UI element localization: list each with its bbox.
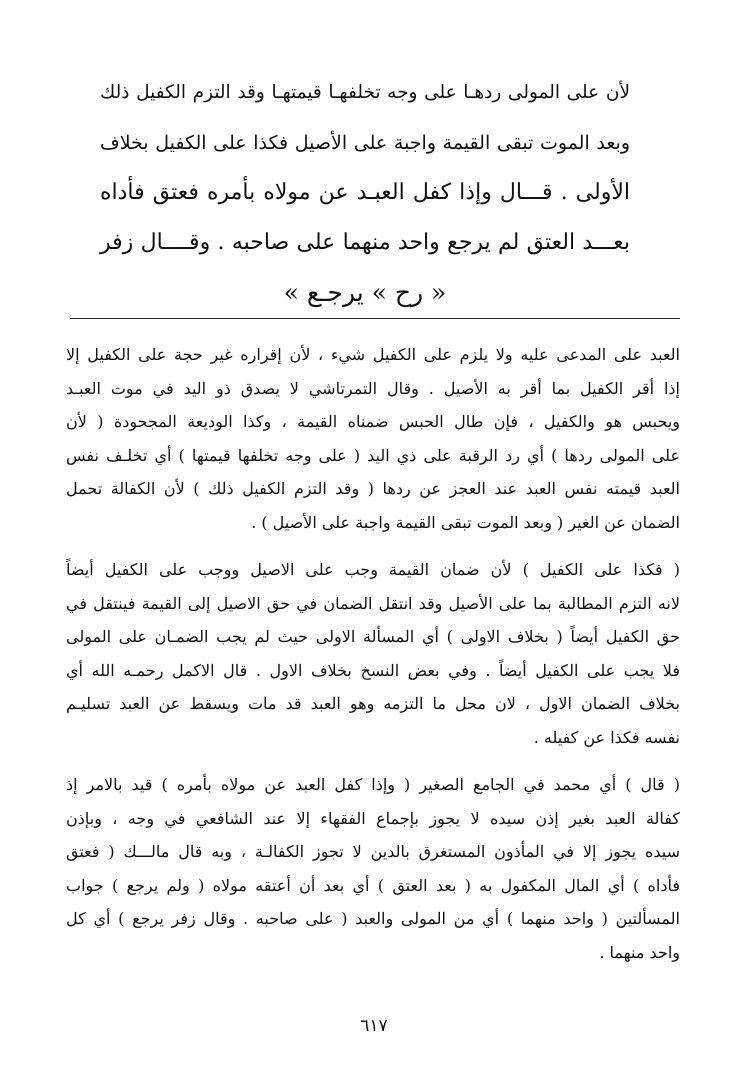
commentary-line: نفسه فكذا عن كفيله .	[533, 727, 680, 747]
commentary-line: ( قال ) أي محمد في الجامع الصغير ( وإذا كفل العبد عن مولاه بأمره ) قيد بالامر إذ	[66, 775, 680, 794]
commentary-paragraph	[66, 338, 680, 539]
commentary-line: واحد منهما .	[599, 942, 680, 962]
page-number: ٦١٧	[360, 1016, 388, 1036]
commentary-line: لانه التزم المطالبة بما على الأصيل وقد انتقل الضمان في حق الاصيل إلى القيمة فينتقل في	[66, 593, 680, 613]
commentary-line: سيده يجوز إلا في المأذون المستغرق بالدين لا تجوز الكفالـة ، وبه قال مالـــك ( فعتق	[66, 842, 680, 861]
main-text-line: « رح » يرجـع »	[283, 278, 447, 307]
commentary-line: المسألتين ( واحد منهما ) أي من المولى والعبد ( على صاحبه . وقال زفر يرجع ) أي كل	[66, 909, 680, 928]
main-text-block	[100, 68, 630, 318]
main-text-line: وبعد الموت تبقى القيمة واجبة على الأصيل فكذا على الكفيل بخلاف	[100, 132, 630, 154]
commentary-line: ( فكذا على الكفيل ) لأن ضمان القيمة وجب على الاصيل ووجب على الكفيل أيضاً	[66, 560, 680, 579]
main-text-line: بعـــد العتق لم يرجع واحد منهما على صاحبه . وقــــال زفر	[100, 230, 630, 255]
commentary-line: ويحبس هو والكفيل ، فإن طال الحبس ضمناه القيمة ، وكذا الوديعة المجحودة ( لأن	[66, 412, 680, 431]
commentary-paragraph	[66, 768, 680, 969]
commentary-line: العبد على المدعى عليه ولا يلزم على الكفيل شيء ، لأن إقراره غير حجة على الكفيل إلا	[66, 345, 680, 364]
main-text-line: لأن على المولى ردهـا على وجه تخلفهـا قيمتهـا وقد التزم الكفيل ذلك	[100, 82, 630, 103]
commentary-line: بخلاف الضمان الاول ، لان محل ما التزمه وهو العبد قد مات ويسقط عن العبد تسليـم	[66, 694, 681, 713]
commentary-line: فأداه ) أي المال المكفول به ( بعد العتق ) أي بعد أن أعتقه مولاه ( ولم يرجع ) جواب	[66, 875, 680, 895]
commentary-line: الضمان عن الغير ( وبعد الموت تبقى القيمة واجبة على الأصيل ) .	[251, 512, 680, 532]
commentary-line: فلا يجب على الكفيل أيضاً . وفي بعض النسخ بخلاف الاول . قال الاكمل رحمـه الله أي	[66, 660, 680, 680]
commentary-line: حق الكفيل أيضاً ( بخلاف الاولى ) أي المسألة الاولى حيث لم يجب الضمـان على المولى	[66, 627, 680, 646]
main-text-line: الأولى . قـــال وإذا كفل العبـد عن مولاه بأمره فعتق فأداه	[100, 180, 630, 205]
commentary-line: إذا أقر الكفيل بما أقر به الأصيل . وقال التمرتاشي لا يصدق ذو اليد في موت العبـد	[66, 378, 680, 398]
commentary-block	[66, 338, 680, 983]
commentary-line: العبد قيمته نفس العبد عند العجز عن ردها ( وقد التزم الكفيل ذلك ) لأن الكفالة تحمل	[66, 479, 680, 498]
commentary-paragraph	[66, 553, 680, 754]
separator-rule	[70, 318, 680, 319]
commentary-line: كفالة العبد بغير إذن سيده لا يجوز بإجماع الفقهاء إلا عند الشافعي في وجه ، وبإذن	[66, 808, 680, 828]
commentary-line: على المولى ردها ) أي رد الرقبة على ذي اليد ( على وجه تخلفها قيمتها ) أي تخلـف نفس	[66, 445, 680, 465]
